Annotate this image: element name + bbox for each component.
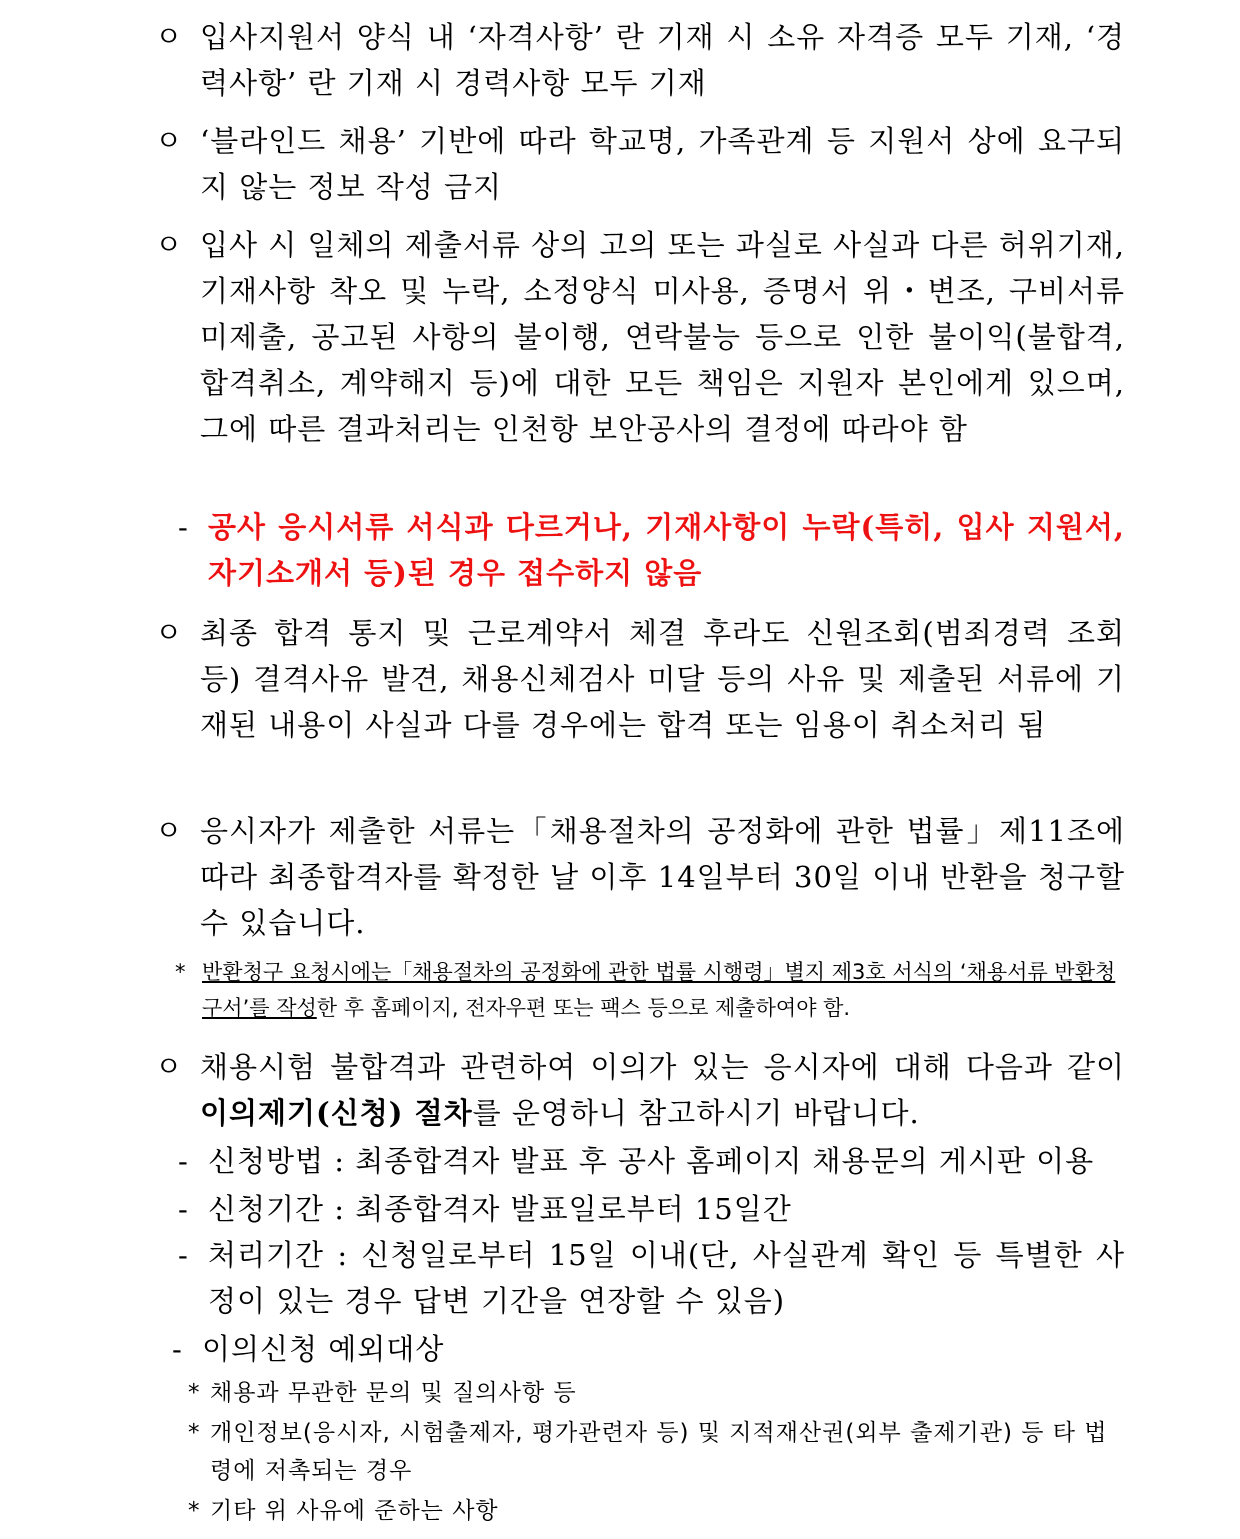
return-request-note bbox=[175, 954, 1125, 1026]
notice-item-document-return bbox=[155, 808, 1125, 946]
circle-bullet-icon: ㅇ bbox=[155, 20, 183, 53]
exception-item: * 채용과 무관한 문의 및 질의사항 등 bbox=[188, 1380, 577, 1406]
warning-text: 공사 응시서류 서식과 다르거나, 기재사항이 누락(특히, 입사 지원서, 자기소개서 등)된 경우 접수하지 않음 bbox=[208, 510, 1125, 590]
note-rest-text: 한 후 홈페이지, 전자우편 또는 팩스 등으로 제출하여야 함. bbox=[316, 996, 851, 1020]
objection-procedure-label: 이의제기(신청) 절차 bbox=[200, 1096, 473, 1130]
warning-not-accepted bbox=[178, 504, 1125, 596]
circle-bullet-icon: ㅇ bbox=[155, 228, 183, 261]
application-period: - 신청기간 : 최종합격자 발표일로부터 15일간 bbox=[178, 1186, 1125, 1232]
asterisk-bullet: * bbox=[175, 960, 186, 984]
objection-exceptions-text: 이의신청 예외대상 bbox=[202, 1332, 445, 1366]
objection-exceptions: - 이의신청 예외대상 bbox=[172, 1326, 1119, 1372]
notice-text: 채용시험 불합격과 관련하여 이의가 있는 응시자에 대해 다음과 같이 이의제기(신청) 절차를 운영하니 참고하시기 바랍니다. bbox=[200, 1050, 1125, 1130]
circle-bullet-icon: ㅇ bbox=[155, 616, 183, 649]
notice-item-objection bbox=[155, 1044, 1125, 1136]
notice-text: 입사지원서 양식 내 ‘자격사항’ 란 기재 시 소유 자격증 모두 기재, ‘경력사항’ 란 기재 시 경력사항 모두 기재 bbox=[200, 20, 1125, 100]
notice-item-blind-hiring bbox=[155, 118, 1125, 210]
notice-text: 입사 시 일체의 제출서류 상의 고의 또는 과실로 사실과 다른 허위기재, 기재사항 착오 및 누락, 소정양식 미사용, 증명서 위・변조, 구비서류 미제출, 공고된 사항의 불이행, 연락불능 등으로 인한 불이익(불합격, 합격취소, 계약해지 등)에 대한 모든 책임은 지원자 본인에게 있으며, 그에 따른 결과처리는 인천항 보안공사의 결정에 따라야 함 bbox=[200, 228, 1125, 446]
processing-period: - 처리기간 : 신청일로부터 15일 이내(단, 사실관계 확인 등 특별한 사정이 있는 경우 답변 기간을 연장할 수 있음) bbox=[178, 1232, 1125, 1324]
exception-item: * 개인정보(응시자, 시험출제자, 평가관련자 등) 및 지적재산권(외부 출제기관) 등 타 법령에 저촉되는 경우 bbox=[188, 1420, 1108, 1484]
notice-item-false-entries bbox=[155, 222, 1125, 452]
circle-bullet-icon: ㅇ bbox=[155, 814, 183, 847]
note-underlined-text: 반환청구 요청시에는「채용절차의 공정화에 관한 법률 시행령」별지 제3호 서식의 ‘채용서류 반환청구서’를 작성 bbox=[202, 960, 1116, 1020]
exception-item: * 기타 위 사유에 준하는 사항 bbox=[188, 1498, 499, 1524]
dash-bullet: - bbox=[178, 510, 188, 544]
note-text bbox=[202, 954, 1125, 1026]
circle-bullet-icon: ㅇ bbox=[155, 124, 183, 157]
notice-item-qualifications bbox=[155, 14, 1125, 106]
application-method: - 신청방법 : 최종합격자 발표 후 공사 홈페이지 채용문의 게시판 이용 bbox=[178, 1138, 1125, 1184]
circle-bullet-icon: ㅇ bbox=[155, 1050, 183, 1083]
application-period-text: 신청기간 : 최종합격자 발표일로부터 15일간 bbox=[208, 1192, 792, 1226]
processing-period-text: 처리기간 : 신청일로부터 15일 이내(단, 사실관계 확인 등 특별한 사정이 있는 경우 답변 기간을 연장할 수 있음) bbox=[208, 1238, 1125, 1318]
notice-text: ‘블라인드 채용’ 기반에 따라 학교명, 가족관계 등 지원서 상에 요구되지 않는 정보 작성 금지 bbox=[200, 124, 1125, 204]
application-method-text: 신청방법 : 최종합격자 발표 후 공사 홈페이지 채용문의 게시판 이용 bbox=[208, 1144, 1095, 1178]
notice-item-cancellation bbox=[155, 610, 1125, 748]
notice-text: 최종 합격 통지 및 근로계약서 체결 후라도 신원조회(범죄경력 조회 등) 결격사유 발견, 채용신체검사 미달 등의 사유 및 제출된 서류에 기재된 내용이 사실과 다를 경우에는 합격 또는 임용이 취소처리 됨 bbox=[200, 616, 1125, 742]
notice-text: 응시자가 제출한 서류는「채용절차의 공정화에 관한 법률」제11조에 따라 최종합격자를 확정한 날 이후 14일부터 30일 이내 반환을 청구할 수 있습니다. bbox=[200, 814, 1125, 940]
